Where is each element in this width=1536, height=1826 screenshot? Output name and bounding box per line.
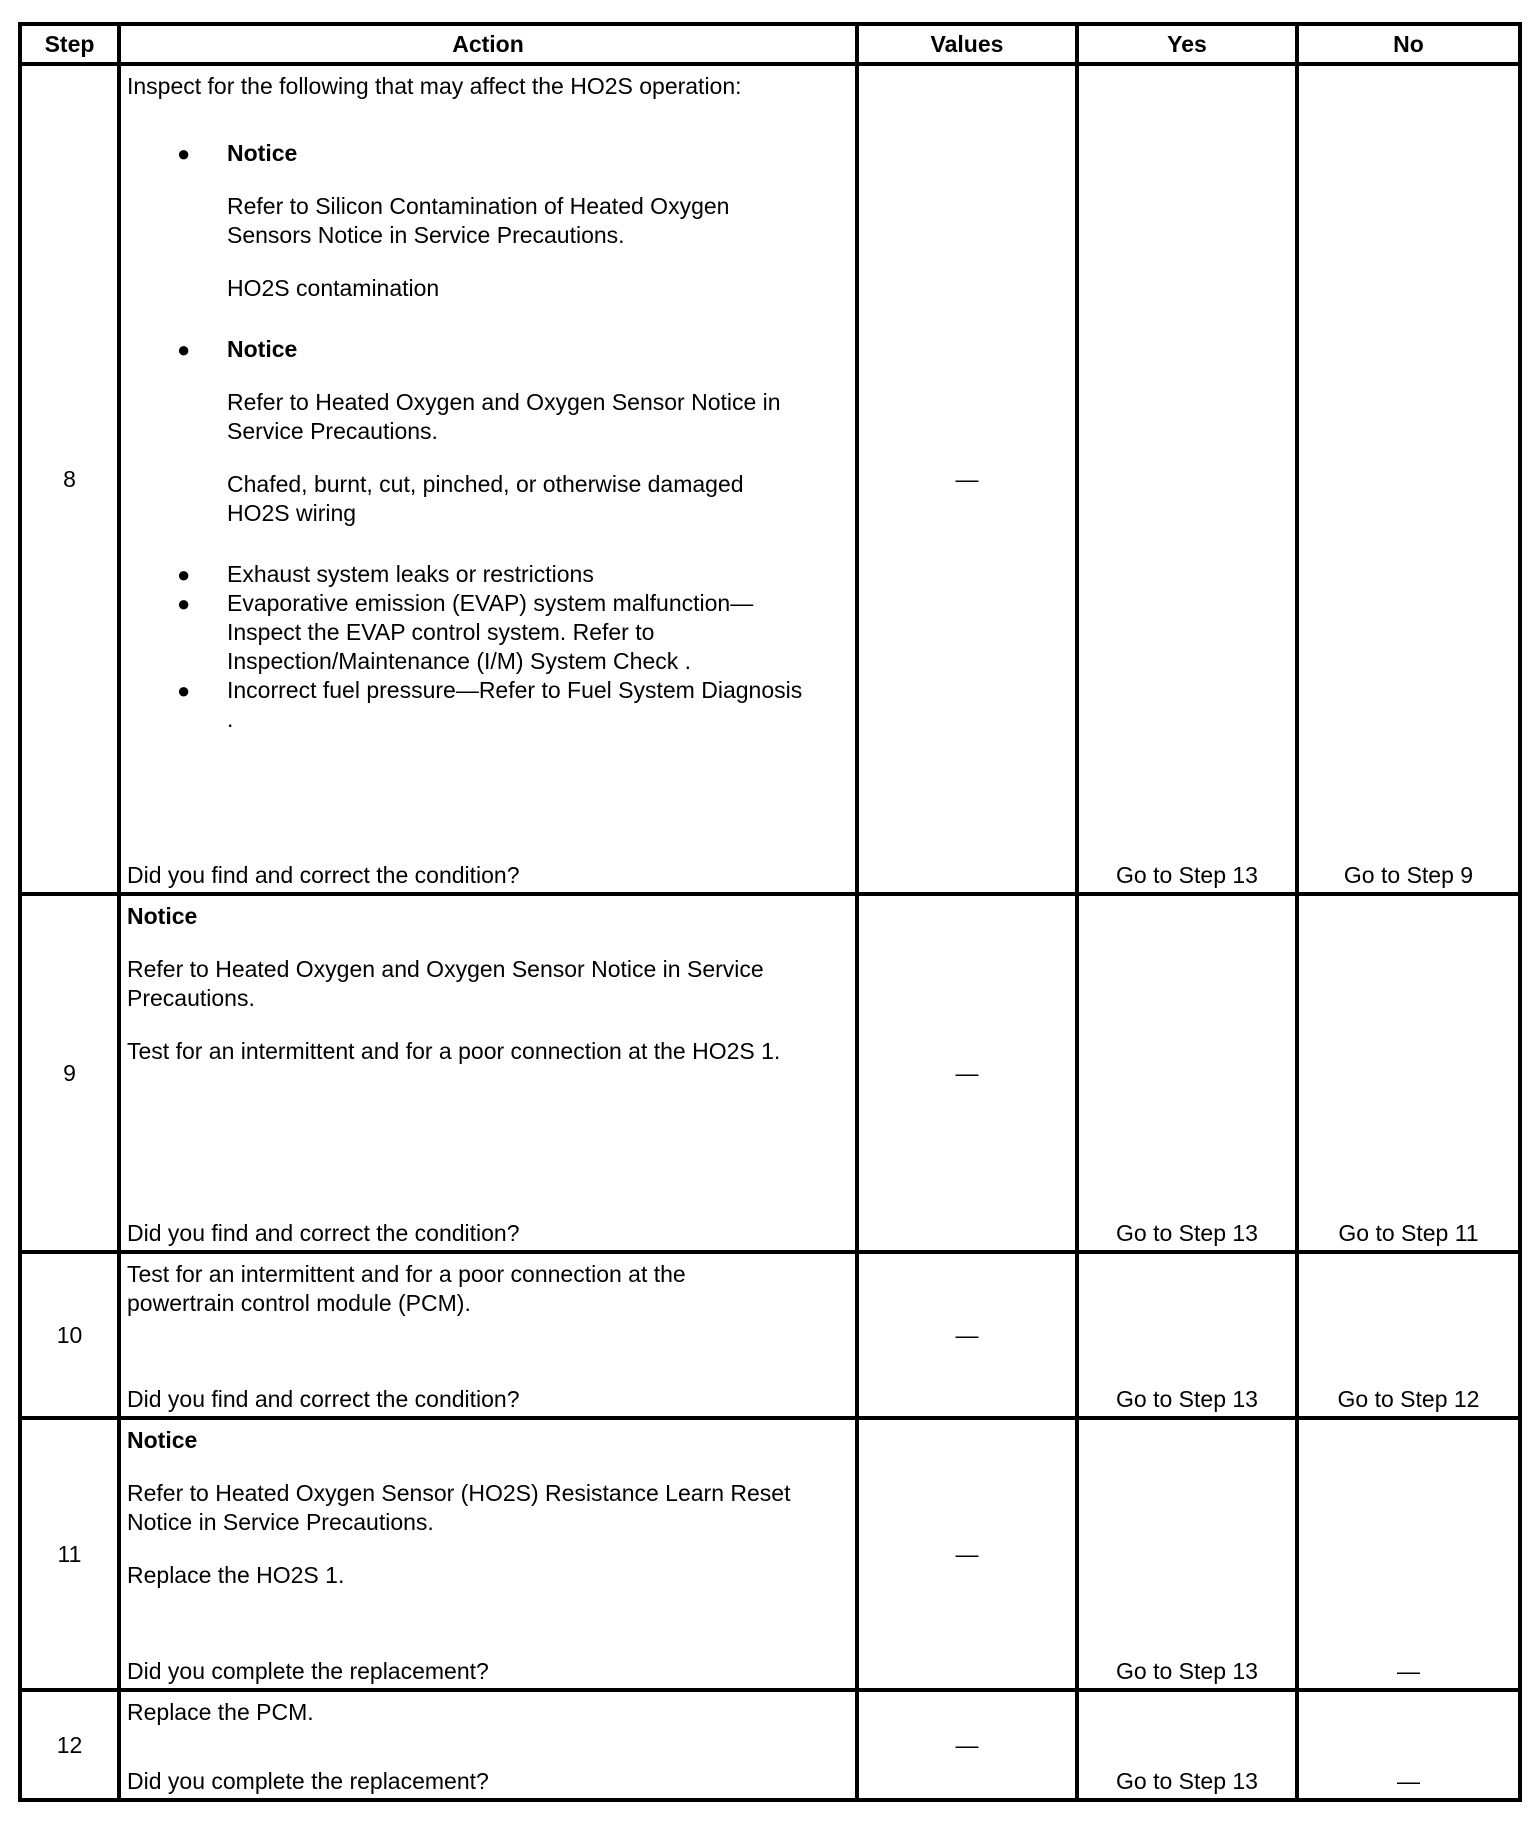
values-cell: — xyxy=(857,1418,1077,1690)
action-cell xyxy=(119,1252,857,1418)
header-no: No xyxy=(1297,24,1520,64)
notice-text: Refer to Heated Oxygen and Oxygen Sensor Notice in Service Precautions. xyxy=(127,956,764,1011)
table-row-step-11 xyxy=(20,1418,1520,1690)
step-number: 12 xyxy=(20,1690,119,1800)
action-text: Test for an intermittent and for a poor connection at the powertrain control module (PCM). xyxy=(127,1261,686,1316)
table-row-step-9 xyxy=(20,894,1520,1252)
list-item: ● Exhaust system leaks or restrictions xyxy=(177,561,594,587)
table-row-step-8 xyxy=(20,64,1520,894)
bullet-icon: ● xyxy=(177,337,191,362)
step-number: 11 xyxy=(20,1418,119,1690)
yes-link[interactable]: Go to Step 13 xyxy=(1077,64,1297,894)
bullet-icon: ● xyxy=(177,591,191,616)
notice-item: Chafed, burnt, cut, pinched, or otherwise damaged HO2S wiring xyxy=(227,471,744,526)
action-text: Replace the PCM. xyxy=(127,1699,314,1725)
no-value: — xyxy=(1297,1418,1520,1690)
yes-link[interactable]: Go to Step 13 xyxy=(1077,894,1297,1252)
yes-link[interactable]: Go to Step 13 xyxy=(1077,1418,1297,1690)
list-item: ● Incorrect fuel pressure—Refer to Fuel System Diagnosis . xyxy=(177,677,803,732)
values-cell: — xyxy=(857,1252,1077,1418)
notice-item: HO2S contamination xyxy=(227,275,440,301)
yes-link[interactable]: Go to Step 13 xyxy=(1077,1690,1297,1800)
notice-label: Notice xyxy=(127,903,198,929)
header-step: Step xyxy=(20,24,119,64)
notice-text: Refer to Silicon Contamination of Heated Oxygen Sensors Notice in Service Precautions. xyxy=(227,193,730,248)
values-cell: — xyxy=(857,894,1077,1252)
table-row-step-10 xyxy=(20,1252,1520,1418)
action-cell xyxy=(119,64,857,894)
header-yes: Yes xyxy=(1077,24,1297,64)
step-number: 9 xyxy=(20,894,119,1252)
action-cell xyxy=(119,1690,857,1800)
no-link[interactable]: Go to Step 9 xyxy=(1297,64,1520,894)
notice-text: Refer to Heated Oxygen and Oxygen Sensor Notice in Service Precautions. xyxy=(227,389,781,444)
step-number: 10 xyxy=(20,1252,119,1418)
action-question: Did you find and correct the condition? xyxy=(127,1220,520,1246)
action-cell xyxy=(119,1418,857,1690)
header-row xyxy=(20,24,1520,64)
notice-text: Refer to Heated Oxygen Sensor (HO2S) Resistance Learn Reset Notice in Service Precautions. xyxy=(127,1480,791,1535)
action-text: Replace the HO2S 1. xyxy=(127,1562,345,1588)
no-link[interactable]: Go to Step 11 xyxy=(1297,894,1520,1252)
action-text: Test for an intermittent and for a poor connection at the HO2S 1. xyxy=(127,1038,781,1064)
values-cell: — xyxy=(857,1690,1077,1800)
list-item: ● Notice xyxy=(177,336,298,362)
action-question: Did you find and correct the condition? xyxy=(127,1386,520,1412)
values-cell: — xyxy=(857,64,1077,894)
action-intro: Inspect for the following that may affect the HO2S operation: xyxy=(127,73,742,99)
header-values: Values xyxy=(857,24,1077,64)
no-link[interactable]: Go to Step 12 xyxy=(1297,1252,1520,1418)
action-question: Did you find and correct the condition? xyxy=(127,862,520,888)
diagnostic-table xyxy=(18,22,1522,1802)
action-question: Did you complete the replacement? xyxy=(127,1658,489,1684)
header-action: Action xyxy=(119,24,857,64)
bullet-icon: ● xyxy=(177,678,191,703)
list-item: ● Notice xyxy=(177,140,298,166)
bullet-icon: ● xyxy=(177,141,191,166)
table-row-step-12 xyxy=(20,1690,1520,1800)
notice-label: Notice xyxy=(127,1427,198,1453)
list-item: ● Evaporative emission (EVAP) system malfunction— Inspect the EVAP control system. Refer to Inspection/Maintenance (I/M) System Check . xyxy=(177,590,754,674)
action-cell xyxy=(119,894,857,1252)
action-question: Did you complete the replacement? xyxy=(127,1768,489,1794)
bullet-icon: ● xyxy=(177,562,191,587)
no-value: — xyxy=(1297,1690,1520,1800)
yes-link[interactable]: Go to Step 13 xyxy=(1077,1252,1297,1418)
step-number: 8 xyxy=(20,64,119,894)
